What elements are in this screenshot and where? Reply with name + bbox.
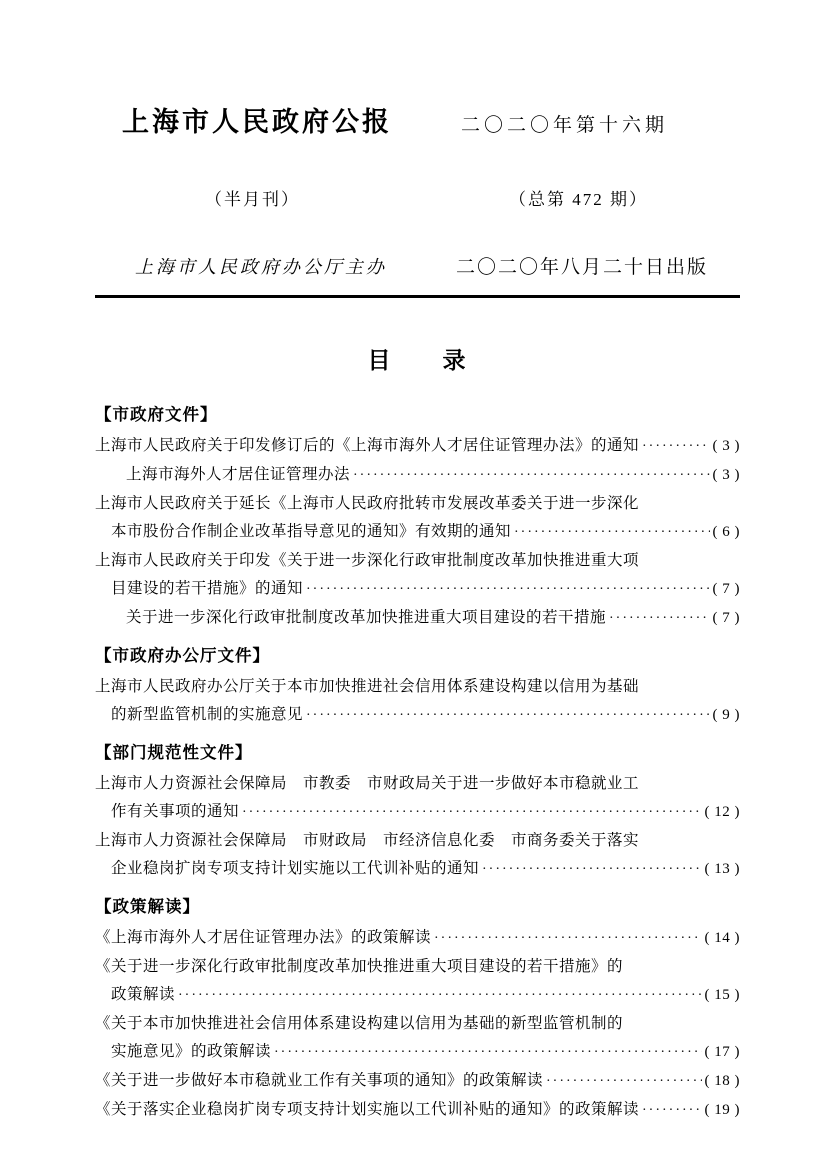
gazette-header [95, 100, 740, 298]
toc-page-number: ( 3 ) [712, 467, 740, 483]
toc-title: 目 录 [367, 348, 468, 373]
toc-section-heading: 【市政府办公厅文件】 [95, 646, 270, 665]
toc-entry-line [95, 798, 740, 827]
toc-entry-text: 政策解读 [111, 986, 176, 1003]
toc [95, 403, 740, 1125]
toc-entry-text: 《关于落实企业稳岗扩岗专项支持计划实施以工代训补贴的通知》的政策解读 [95, 1101, 640, 1118]
toc-entry-text: 上海市海外人才居住证管理办法 [126, 466, 351, 483]
toc-entry-text: 《关于本市加快推进社会信用体系建设构建以信用为基础的新型监管机制的 [95, 1015, 624, 1032]
toc-entry-line [95, 1096, 740, 1125]
toc-entry-text: 目建设的若干措施》的通知 [111, 580, 304, 597]
gazette-title: 上海市人民政府公报 [122, 107, 392, 137]
toc-page-number: ( 6 ) [712, 524, 740, 540]
dot-leader [642, 1096, 701, 1125]
toc-entry-line [95, 490, 740, 518]
toc-page-number: ( 17 ) [704, 1044, 740, 1060]
toc-entry-line [95, 673, 740, 701]
toc-entry-text: 上海市人民政府关于延长《上海市人民政府批转市发展改革委关于进一步深化 [95, 495, 640, 512]
toc-entry-text: 作有关事项的通知 [111, 803, 240, 820]
cumulative-issue-number: （总第 472 期） [509, 190, 648, 209]
toc-page-number: ( 13 ) [704, 861, 740, 877]
toc-entry-text: 上海市人民政府办公厅关于本市加快推进社会信用体系建设构建以信用为基础 [95, 678, 640, 695]
toc-page-number: ( 3 ) [712, 438, 740, 454]
toc-entry-line [95, 547, 740, 575]
toc-entry-line [95, 953, 740, 981]
dot-leader [514, 518, 709, 547]
toc-entry-text: 《关于进一步深化行政审批制度改革加快推进重大项目建设的若干措施》的 [95, 958, 624, 975]
toc-entry-line [95, 1067, 740, 1096]
dot-leader [609, 604, 709, 633]
toc-entry-text: 上海市人力资源社会保障局 市教委 市财政局关于进一步做好本市稳就业工 [95, 775, 640, 792]
dot-leader [353, 461, 709, 490]
publication-frequency: （半月刊） [205, 190, 300, 209]
toc-entry-line [95, 575, 740, 604]
toc-entry-line [95, 1038, 740, 1067]
toc-page-number: ( 7 ) [712, 610, 740, 626]
toc-section-heading: 【政策解读】 [95, 897, 200, 916]
toc-entry-text: 实施意见》的政策解读 [111, 1043, 272, 1060]
dot-leader [546, 1067, 701, 1096]
toc-entry-line [95, 855, 740, 884]
dot-leader [306, 701, 709, 730]
toc-entry-text: 《上海市海外人才居住证管理办法》的政策解读 [95, 929, 432, 946]
toc-entry-line [95, 518, 740, 547]
toc-entry-text: 企业稳岗扩岗专项支持计划实施以工代训补贴的通知 [111, 860, 480, 877]
toc-entry-line [95, 924, 740, 953]
header-row-subtitle [95, 185, 740, 210]
publish-date: 二〇二〇年八月二十日出版 [455, 257, 708, 278]
toc-page-number: ( 18 ) [704, 1073, 740, 1089]
toc-section-heading: 【部门规范性文件】 [95, 743, 253, 762]
toc-section-heading: 【市政府文件】 [95, 405, 218, 424]
toc-page-number: ( 12 ) [704, 804, 740, 820]
toc-page-number: ( 14 ) [704, 930, 740, 946]
toc-entry-line [95, 1010, 740, 1038]
toc-entry-text: 本市股份合作制企业改革指导意见的通知》有效期的通知 [111, 523, 512, 540]
toc-page-number: ( 7 ) [712, 581, 740, 597]
dot-leader [274, 1038, 701, 1067]
toc-entry-line [95, 604, 740, 633]
dot-leader [482, 855, 701, 884]
toc-entry-text: 的新型监管机制的实施意见 [111, 706, 304, 723]
toc-entry-line [95, 981, 740, 1010]
header-row-publisher [95, 252, 740, 298]
dot-leader [178, 981, 701, 1010]
toc-entry-text: 上海市人民政府关于印发修订后的《上海市海外人才居住证管理办法》的通知 [95, 437, 640, 454]
dot-leader [242, 798, 701, 827]
toc-entry-text: 上海市人力资源社会保障局 市财政局 市经济信息化委 市商务委关于落实 [95, 832, 640, 849]
publisher-name: 上海市人民政府办公厅主办 [135, 257, 387, 277]
toc-entry-line [95, 770, 740, 798]
toc-entry-line [95, 432, 740, 461]
toc-entry-text: 上海市人民政府关于印发《关于进一步深化行政审批制度改革加快推进重大项 [95, 552, 640, 569]
toc-page-number: ( 9 ) [712, 707, 740, 723]
toc-page-number: ( 19 ) [704, 1102, 740, 1118]
toc-entry-line [95, 701, 740, 730]
toc-entry-text: 《关于进一步做好本市稳就业工作有关事项的通知》的政策解读 [95, 1072, 544, 1089]
header-row-title [95, 100, 740, 139]
dot-leader [306, 575, 709, 604]
dot-leader [642, 432, 709, 461]
issue-number: 二〇二〇年第十六期 [460, 115, 668, 136]
toc-entry-line [95, 461, 740, 490]
toc-entry-line [95, 827, 740, 855]
toc-page-number: ( 15 ) [704, 987, 740, 1003]
toc-entry-text: 关于进一步深化行政审批制度改革加快推进重大项目建设的若干措施 [126, 609, 607, 626]
dot-leader [434, 924, 701, 953]
